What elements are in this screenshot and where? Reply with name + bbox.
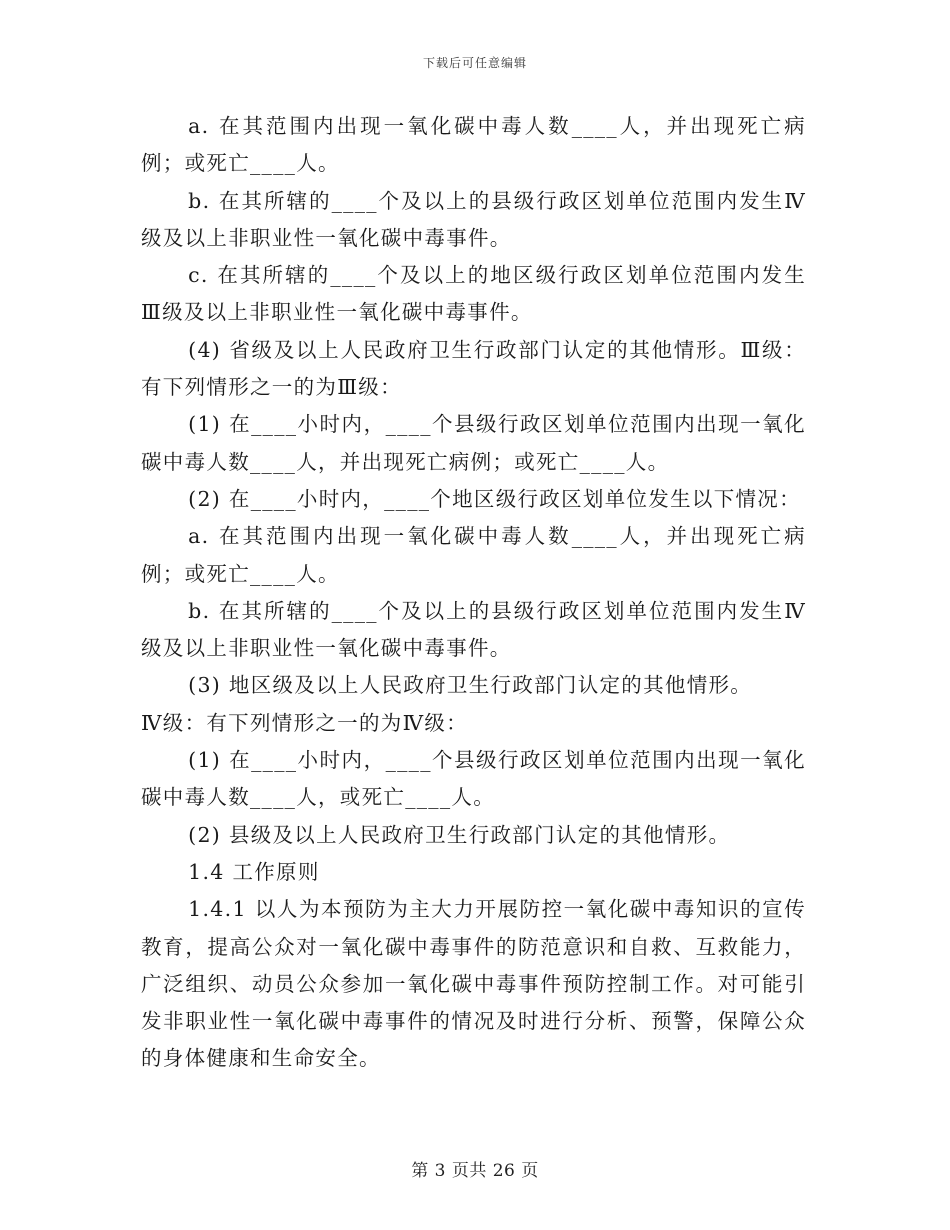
paragraph: (1) 在____小时内，____个县级行政区划单位范围内出现一氧化碳中毒人数____人，并出现死亡病例；或死亡____人。: [141, 412, 806, 474]
page-footer: 第 3 页共 26 页: [411, 1161, 539, 1181]
paragraph: 1.4.1 以人为本预防为主大力开展防控一氧化碳中毒知识的宣传教育，提高公众对一氧化碳中毒事件的防范意识和自救、互救能力，广泛组织、动员公众参加一氧化碳中毒事件预防控制工作。对可能引发非职业性一氧化碳中毒事件的情况及时进行分析、预警，保障公众的身体健康和生命安全。: [141, 897, 806, 1071]
header-note: 下载后可任意编辑: [422, 56, 527, 70]
paragraph: a. 在其范围内出现一氧化碳中毒人数____人，并出现死亡病例；或死亡____人。: [141, 524, 806, 586]
document-body: [141, 108, 806, 1078]
paragraph: (2) 在____小时内，____个地区级行政区划单位发生以下情况：: [188, 486, 801, 511]
section-heading: 1.4 工作原则: [188, 859, 320, 884]
paragraph: b. 在其所辖的____个及以上的县级行政区划单位范围内发生Ⅳ级及以上非职业性一氧化碳中毒事件。: [141, 188, 806, 250]
paragraph: (3) 地区级及以上人民政府卫生行政部门认定的其他情形。: [188, 673, 753, 698]
paragraph: (2) 县级及以上人民政府卫生行政部门认定的其他情形。: [188, 822, 731, 847]
paragraph: c. 在其所辖的____个及以上的地区级行政区划单位范围内发生Ⅲ级及以上非职业性一氧化碳中毒事件。: [141, 263, 806, 325]
paragraph: b. 在其所辖的____个及以上的县级行政区划单位范围内发生Ⅳ级及以上非职业性一氧化碳中毒事件。: [141, 598, 806, 661]
paragraph: (4) 省级及以上人民政府卫生行政部门认定的其他情形。Ⅲ级：有下列情形之一的为Ⅲ级：: [141, 337, 806, 400]
paragraph: (1) 在____小时内，____个县级行政区划单位范围内出现一氧化碳中毒人数____人，或死亡____人。: [141, 748, 806, 810]
paragraph: Ⅳ级：有下列情形之一的为Ⅳ级：: [141, 710, 468, 735]
paragraph: a. 在其范围内出现一氧化碳中毒人数____人，并出现死亡病例；或死亡____人。: [141, 114, 806, 176]
